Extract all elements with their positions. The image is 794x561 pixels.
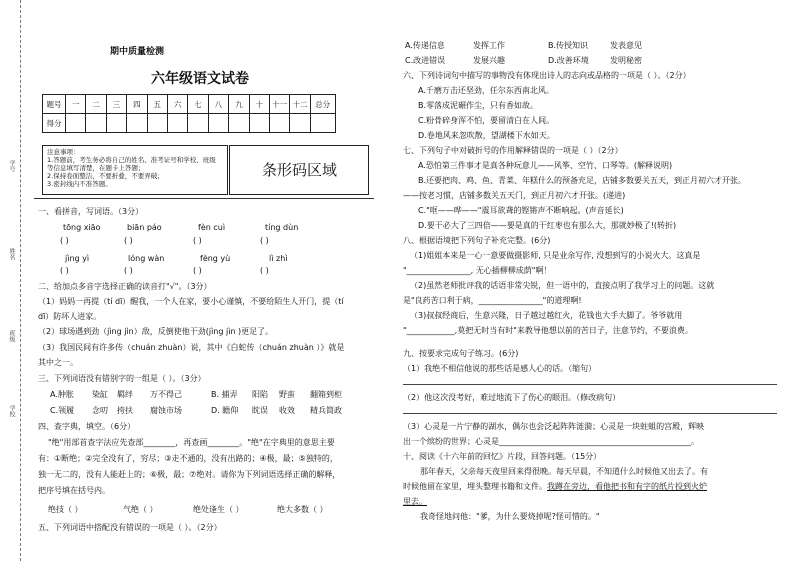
pinyin: lì zhì — [269, 254, 288, 263]
notes-line: 等信息填写清楚，在题卡上答题； — [47, 164, 145, 172]
q4-fill-item[interactable]: 绝大多数（ ） — [277, 505, 328, 514]
q8-item-2-fill[interactable]: 是"良药苦口利于病，________________"的道理啊! — [403, 296, 582, 305]
q4-fill-item[interactable]: 绝处逢生（ ） — [193, 505, 244, 514]
score-cell: 四 — [127, 95, 147, 114]
q7-option-b: B.还要把肉、鸡、鱼、青菜、年糕什么的预备充足，店铺多数要关五天，到正月初六才开张。 — [418, 176, 747, 185]
q9-item-3: （3）心灵是一片宁静的湖水，偶尔也会泛起阵阵涟漪；心灵是一块蛀蛆的宫殿，辉映 — [403, 422, 705, 431]
score-input-cell[interactable] — [66, 114, 86, 133]
score-table-score-row — [43, 114, 336, 133]
q9-item-2: （2）他这次没考好，难过地流下了伤心的眼泪。（修改病句） — [403, 393, 621, 402]
q2-title: 二、给加点多音字选择正确的读音打"√"。（3分） — [38, 282, 212, 291]
pinyin: jìng yì — [65, 254, 90, 263]
option-word: 野蛮 — [279, 390, 295, 399]
q7-title: 七、下列句子中对破折号的作用解释错误的一项是（ ）（2分） — [403, 146, 623, 155]
score-input-cell[interactable] — [208, 114, 228, 133]
score-input-cell[interactable] — [127, 114, 147, 133]
answer-blank[interactable]: ( ) — [193, 266, 202, 275]
header-rule — [34, 198, 374, 199]
pinyin: fèn cuì — [198, 223, 226, 232]
score-input-cell[interactable] — [310, 114, 335, 133]
q7-option-b-cont: ——按老习惯，店铺多数关五天门，到正月初六才开张。(递进) — [403, 191, 626, 200]
binding-line — [20, 0, 21, 561]
q2-item-3-cont: 其中之一。 — [38, 358, 78, 367]
score-cell: 题号 — [43, 95, 66, 114]
option-word: 腐蚀市场 — [150, 406, 182, 415]
option-word: 念叨 — [92, 406, 108, 415]
side-label-class: 班级 — [8, 330, 15, 342]
option-word: C.领履 — [50, 406, 75, 415]
pinyin: tíng dùn — [265, 223, 299, 232]
page-title: 六年级语文试卷 — [151, 71, 249, 87]
q2-item-2: （2）球场遇到劲（jìng jìn）敌，反倒使他干劲(jìng jìn )更足了。 — [38, 327, 274, 336]
q6-option-d: D.卷地风来忽吹散，望湖楼下水如天。 — [418, 131, 555, 140]
notes-line: 1.答题前，考生务必将自己的姓名、准考证号和学校、班级 — [47, 156, 216, 164]
score-input-cell[interactable] — [269, 114, 289, 133]
q8-item-2: （2)虽然老师批评我的话语非常尖锐，但一语中的，直接点明了我学习上的问题。这就 — [410, 281, 715, 290]
option-word: 眈误 — [252, 406, 268, 415]
score-table — [42, 94, 336, 133]
q5-title: 五、下列词语中搭配没有错误的一项是（ ）。（2分） — [38, 523, 222, 532]
score-cell: 七 — [188, 95, 208, 114]
answer-blank[interactable]: ( ) — [124, 236, 133, 245]
passage-underlined-text: 我蹲在旁边，看他把书和有字的纸片投到火炉 — [547, 482, 707, 491]
answer-blank[interactable]: ( ) — [60, 236, 69, 245]
q7-option-d: D.要干必大了三四倍——要是真的干红枣也有那么大，那就妙极了!(转折) — [418, 221, 677, 230]
side-label-name: 姓名 — [8, 248, 15, 260]
score-input-cell[interactable] — [86, 114, 106, 133]
score-input-cell[interactable] — [106, 114, 126, 133]
score-cell: 十一 — [269, 95, 289, 114]
q9-title: 九、按要求完成句子练习。(6分) — [403, 349, 519, 358]
passage-line — [403, 481, 707, 492]
score-cell: 八 — [208, 95, 228, 114]
q4-fill-item[interactable]: 气绝（ ） — [123, 505, 158, 514]
option-word: 发展兴趣 — [473, 56, 505, 65]
notes-line: 2.保持卷面整洁，不要折叠，不要弄破； — [47, 172, 164, 180]
score-cell: 十二 — [290, 95, 310, 114]
side-label-student-id: 学号 — [8, 160, 15, 172]
score-cell: 三 — [106, 95, 126, 114]
q8-item-3: （3)叔叔经商后，生意兴隆，日子越过越红火，花钱也大手大脚了。爷爷就用 — [410, 311, 683, 320]
side-label-school: 学校 — [8, 405, 15, 417]
barcode-label: 条形码区域 — [262, 161, 338, 179]
q6-option-b: B.零落成泥碾作尘，只有香如故。 — [418, 101, 539, 110]
option-word: 发明秘密 — [610, 56, 642, 65]
score-cell: 二 — [86, 95, 106, 114]
q6-title: 六、下列诗词句中描写的事物没有体现出诗人的志向或品格的一项是（ ）。（2分） — [403, 71, 691, 80]
answer-blank[interactable]: ( ) — [260, 266, 269, 275]
score-cell: 五 — [147, 95, 167, 114]
q7-option-c: C."哐——哗——"震耳欲聋的铿锵声不断响起。(声音延长) — [418, 206, 624, 215]
option-word: D.改善环境 — [548, 56, 589, 65]
score-table-header-row — [43, 95, 336, 114]
q9-item-3-fill[interactable]: 出一个缤纷的世界；心灵是________________________________________________。 — [403, 437, 699, 446]
notes-line: 3.密封线内不准答题。 — [47, 180, 112, 188]
answer-line[interactable] — [403, 384, 777, 385]
q4-para: 把序号填在括号内。 — [38, 486, 110, 495]
score-cell: 十 — [249, 95, 269, 114]
score-input-cell[interactable] — [147, 114, 167, 133]
q9-item-1: （1）我绝不相信他说的那些话是感人心的话。（缩句） — [403, 364, 597, 373]
score-cell: 一 — [66, 95, 86, 114]
q8-title: 八、根据语境把下列句子补充完整。(6分) — [403, 236, 551, 245]
option-word: 羁绊 — [117, 390, 133, 399]
answer-line[interactable] — [403, 413, 777, 414]
q1-title: 一、看拼音，写词语。（3分） — [38, 207, 144, 216]
score-input-cell[interactable] — [249, 114, 269, 133]
answer-blank[interactable]: ( ) — [124, 266, 133, 275]
pinyin: lóng wàn — [128, 254, 165, 263]
notes-title: 注意事项： — [47, 148, 80, 156]
option-word: 发表意见 — [610, 41, 642, 50]
option-word: A.传递信息 — [405, 41, 445, 50]
score-input-cell[interactable] — [290, 114, 310, 133]
notes-box — [42, 145, 228, 195]
score-row-label: 得分 — [43, 114, 66, 133]
passage-underlined-text: 里去。 — [403, 497, 427, 506]
option-word: 阳陷 — [252, 390, 268, 399]
q8-item-3-fill[interactable]: "____________,莫把无时当有时"来教导他想以前的苦日子，注意节约，不要浪费。 — [403, 326, 693, 335]
passage-line — [403, 496, 427, 507]
q4-para: 独一无二的，没有人能赶上的；⑥极，最；⑦绝对。请你为下列词语选择正确的解释， — [38, 470, 341, 479]
option-word: 精兵简政 — [310, 406, 342, 415]
pinyin: biān páo — [127, 223, 162, 232]
passage-line: 那年春天，父亲每天夜里回来得很晚。每天早晨，不知道什么时候他又出去了。有 — [420, 467, 708, 476]
option-word: B. 捕弄 — [211, 390, 238, 399]
passage-text: 时候他留在家里，埋头整理书籍和文件。 — [403, 482, 547, 491]
option-word: 万不得己 — [150, 390, 182, 399]
option-word: C.改进错误 — [405, 56, 446, 65]
q8-item-1-fill[interactable]: "________________, 无心插柳柳成荫"啊！ — [403, 266, 552, 275]
q2-item-1: （1）妈妈一再提（tí dī）醒我，一个人在家，要小心谨慎，不要给陌生人开门，提（tí — [38, 297, 344, 306]
option-word: 翻箱到柜 — [310, 390, 342, 399]
q4-fill-item[interactable]: 绝技（ ） — [48, 505, 83, 514]
score-input-cell[interactable] — [167, 114, 187, 133]
score-cell: 九 — [229, 95, 249, 114]
q3-title: 三、下列词语没有错别字的一组是（ ）。（3分） — [38, 374, 206, 383]
option-word: A.肿胀 — [50, 390, 74, 399]
option-word: 发挥工作 — [473, 41, 505, 50]
q2-item-1-cont: dī）防坏人进家。 — [38, 312, 102, 321]
score-cell: 总分 — [310, 95, 335, 114]
q2-item-3: （3）我国民间有许多传（chuán zhuàn）说，其中《白蛇传（chuán zhuàn ）》就是 — [38, 343, 345, 352]
barcode-area — [229, 145, 369, 195]
score-input-cell[interactable] — [188, 114, 208, 133]
answer-blank[interactable]: ( ) — [193, 236, 202, 245]
q7-option-a: A.恐怕第三件事才是真各种玩意儿——风筝、空竹、口琴等。(解释说明) — [418, 161, 673, 170]
answer-blank[interactable]: ( ) — [260, 236, 269, 245]
option-word: D. 瞻仰 — [211, 406, 239, 415]
score-cell: 六 — [167, 95, 187, 114]
q6-option-a: A.千磨万击还坚劲，任尔东西南北风。 — [418, 86, 554, 95]
option-word: 染缸 — [92, 390, 108, 399]
passage-line: 我奇怪地问他："爹，为什么要烧掉呢?怪可惜的。" — [420, 512, 600, 521]
q4-title: 四、查字典，填空。（6分） — [38, 422, 136, 431]
option-word: 挎扶 — [117, 406, 133, 415]
q4-para: 有：①断绝；②完全没有了，穷尽；③走不通的，没有出路的；④极，最；⑤独特的， — [38, 454, 338, 463]
q10-title: 十、阅读《十六年前的回忆》片段，回答问题。（15分） — [403, 452, 602, 461]
q8-item-1: （1)姐姐本来是一心一意要做摄影师, 只是业余写作, 没想到写的小说火大。这真是 — [410, 251, 701, 260]
pinyin: tōng xiāo — [63, 223, 101, 232]
score-input-cell[interactable] — [229, 114, 249, 133]
option-word: B.传授知识 — [548, 41, 589, 50]
answer-blank[interactable]: ( ) — [60, 266, 69, 275]
q4-para: "绝"用部首查字法应先查部________，再查画________。"绝"在字典里的意思主要 — [48, 438, 335, 447]
q6-option-c: C.粉骨碎身浑不怕，要留清白在人间。 — [418, 116, 555, 125]
option-word: 收效 — [279, 406, 295, 415]
pinyin: fèng yù — [200, 254, 231, 263]
exam-type: 期中质量检测 — [110, 47, 165, 57]
